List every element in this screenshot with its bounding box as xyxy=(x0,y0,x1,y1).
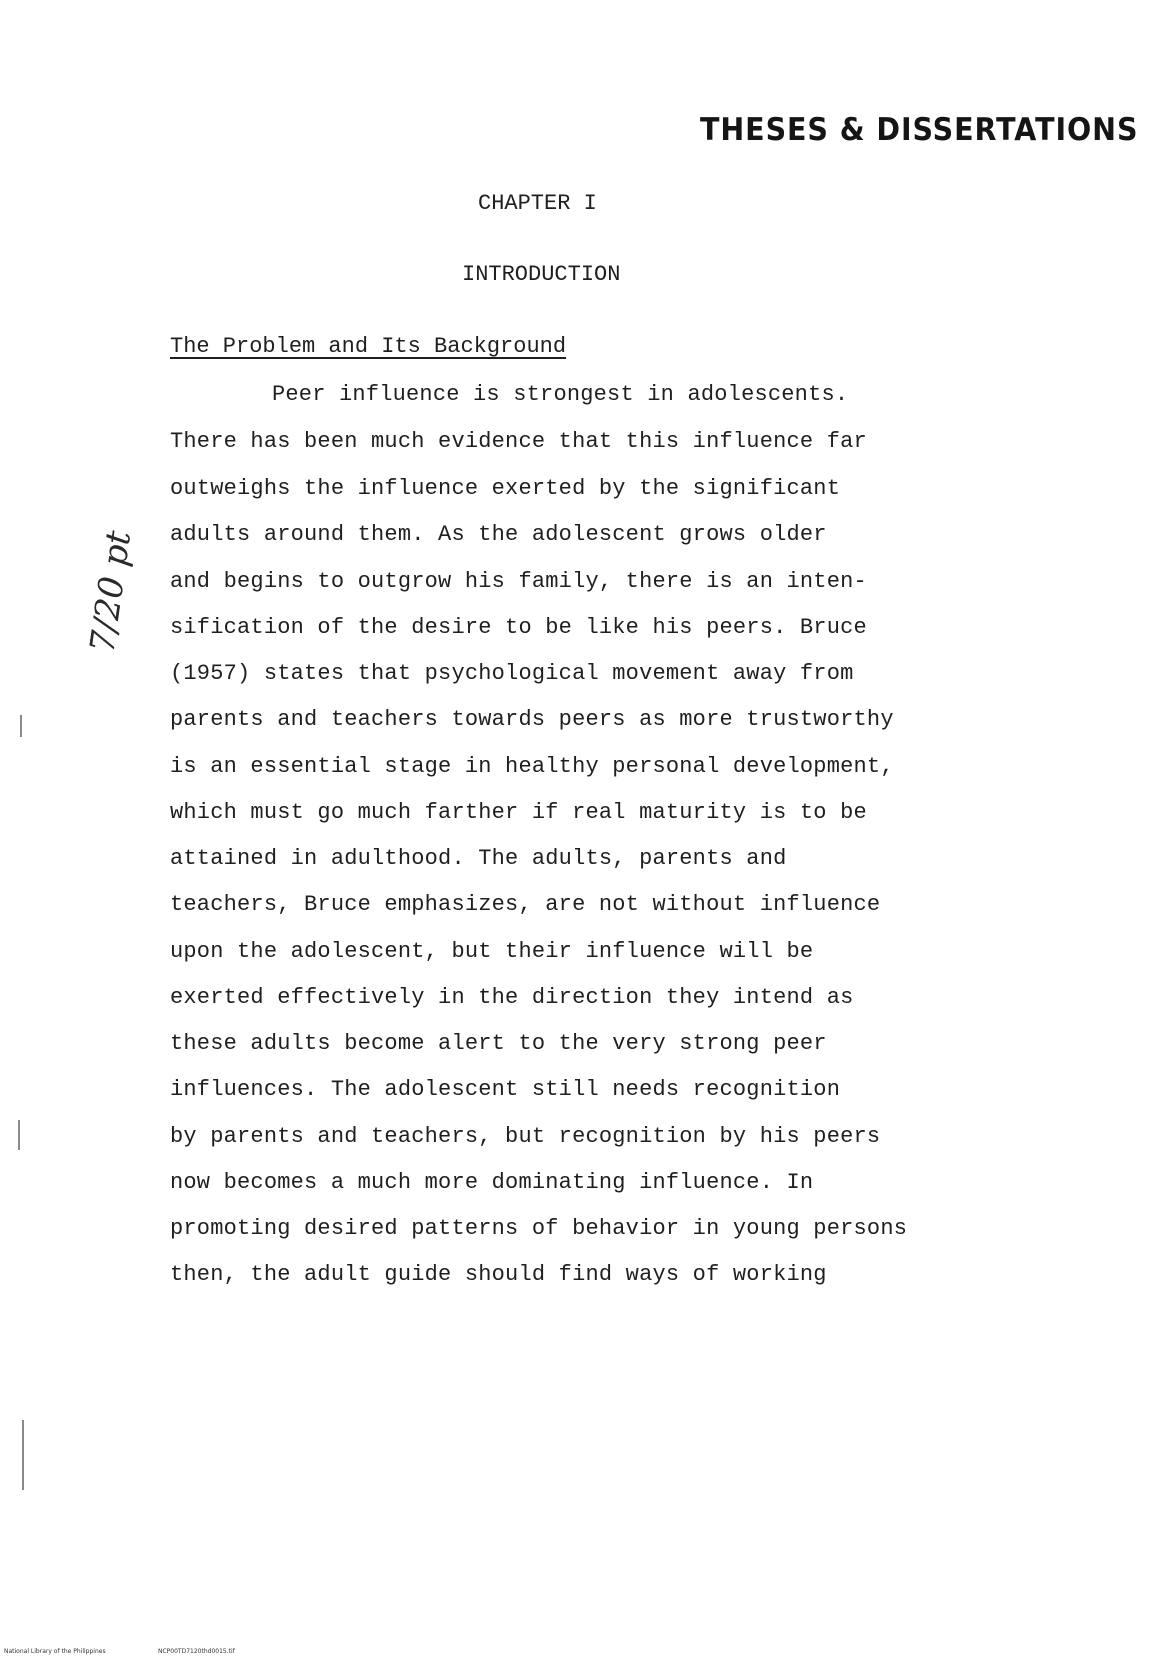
text-line: and begins to outgrow his family, there is an inten- xyxy=(170,569,867,594)
text-line: teachers, Bruce emphasizes, are not without influence xyxy=(170,892,881,917)
footer-filename: NCP00TD7120thd0015.tif xyxy=(158,1648,235,1655)
text-line: then, the adult guide should find ways of working xyxy=(170,1262,827,1287)
text-line: upon the adolescent, but their influence will be xyxy=(170,939,814,964)
text-line: Peer influence is strongest in adolescents. xyxy=(272,382,849,407)
handwritten-margin-note: 7/20 pt xyxy=(82,528,140,656)
text-line: parents and teachers towards peers as more trustworthy xyxy=(170,707,894,732)
scan-edge-mark xyxy=(22,1420,24,1490)
footer-library: National Library of the Philippines xyxy=(4,1648,106,1655)
text-line: promoting desired patterns of behavior in young persons xyxy=(170,1216,908,1241)
text-line: sification of the desire to be like his peers. Bruce xyxy=(170,615,867,640)
text-line: influences. The adolescent still needs recognition xyxy=(170,1077,841,1102)
text-line: these adults become alert to the very strong peer xyxy=(170,1031,827,1056)
chapter-title: CHAPTER I xyxy=(478,191,597,216)
text-line: adults around them. As the adolescent grows older xyxy=(170,522,827,547)
text-line: attained in adulthood. The adults, parents and xyxy=(170,846,787,871)
text-line: (1957) states that psychological movement away from xyxy=(170,661,854,686)
page-heading: INTRODUCTION xyxy=(462,262,621,287)
text-line: by parents and teachers, but recognition by his peers xyxy=(170,1124,881,1149)
scan-edge-mark xyxy=(18,1120,20,1150)
section-title: The Problem and Its Background xyxy=(170,334,567,359)
scan-edge-mark xyxy=(20,715,22,737)
text-line: which must go much farther if real maturity is to be xyxy=(170,800,867,825)
text-line: There has been much evidence that this influence far xyxy=(170,429,867,454)
text-line: is an essential stage in healthy personal development, xyxy=(170,754,894,779)
theses-dissertations-stamp: THESES & DISSERTATIONS xyxy=(700,112,1139,148)
text-line: now becomes a much more dominating influence. In xyxy=(170,1170,814,1195)
text-line: exerted effectively in the direction they intend as xyxy=(170,985,854,1010)
text-line: outweighs the influence exerted by the significant xyxy=(170,476,841,501)
